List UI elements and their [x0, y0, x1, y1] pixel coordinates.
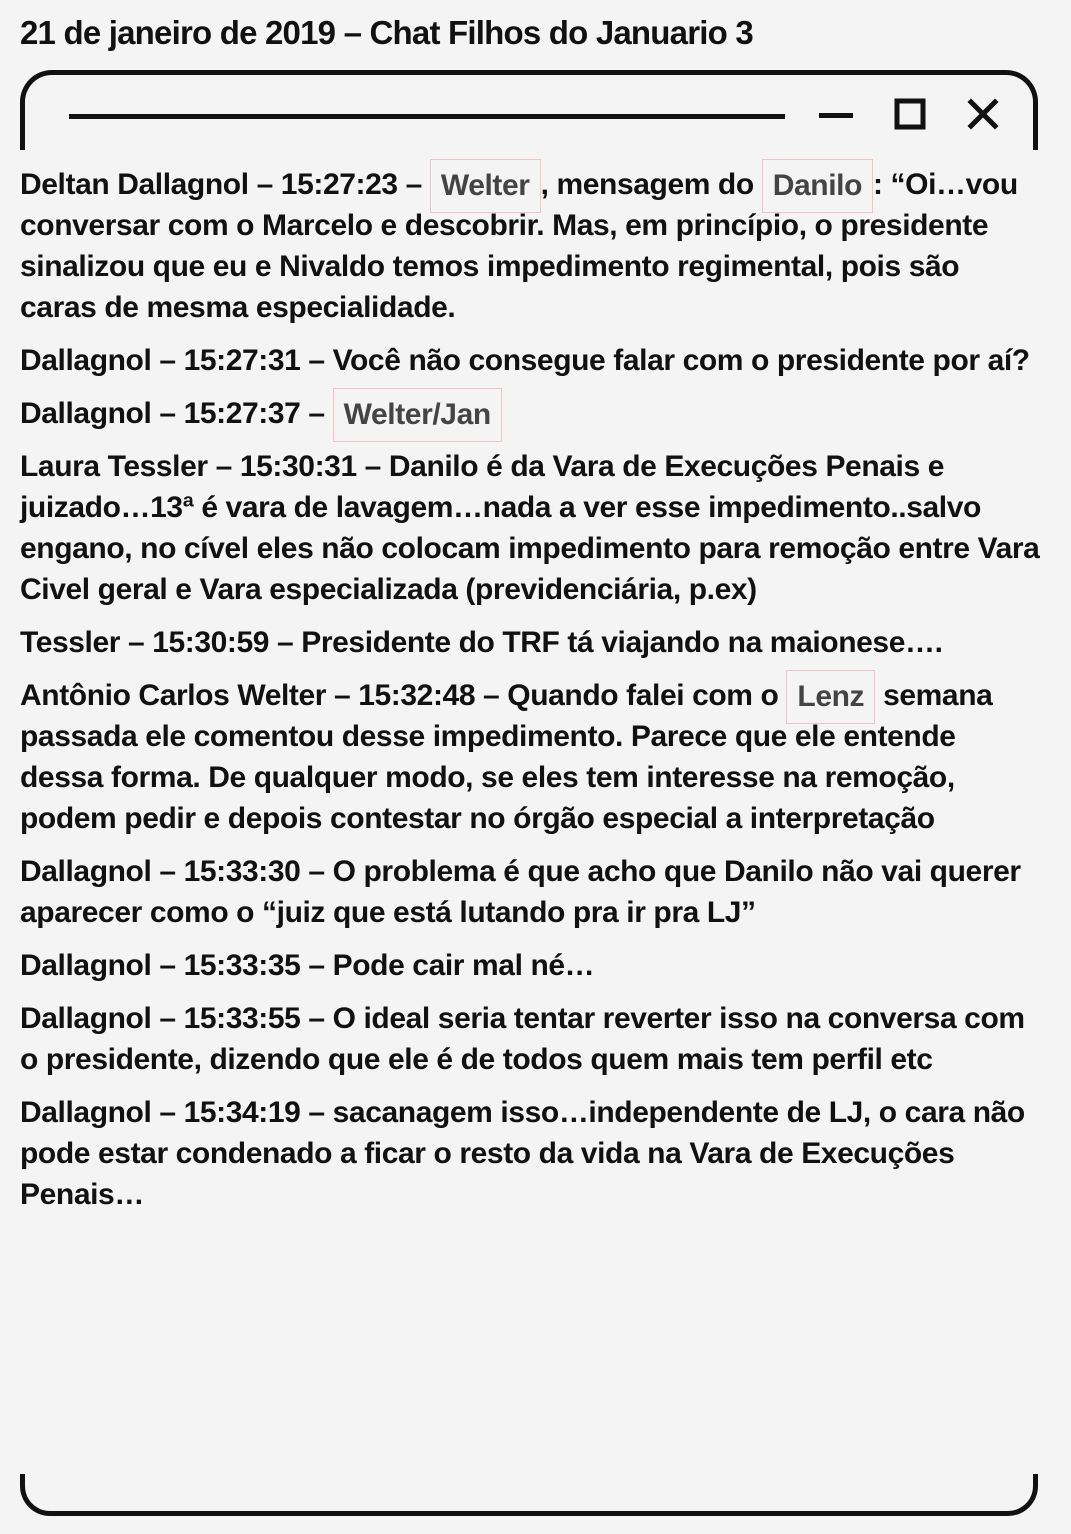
separator: – [300, 949, 333, 983]
separator: – [248, 168, 281, 201]
separator: – [151, 344, 184, 378]
message-text: sacanagem isso…independente de LJ, o cara não pode estar condenado a ficar o resto da vida na Vara de Execuções Penais… [20, 1096, 1025, 1212]
redacted-name: Welter/Jan [333, 388, 502, 442]
message-text: Presidente do TRF tá viajando na maionese…. [301, 626, 943, 660]
message-text: O ideal seria tentar reverter isso na conversa com o presidente, dizendo que ele é de todos quem mais tem perfil etc [20, 1002, 1025, 1077]
message-timestamp: 15:32:48 [358, 679, 476, 713]
chat-message [20, 1092, 1040, 1215]
page-title: 21 de janeiro de 2019 – Chat Filhos do Januario 3 [20, 14, 753, 51]
message-sender: Laura Tessler [20, 450, 208, 484]
separator: – [300, 1096, 333, 1130]
separator: – [207, 450, 240, 484]
chat-message [20, 393, 1040, 434]
message-text: , mensagem do [540, 168, 762, 201]
redacted-name: Lenz [786, 670, 875, 724]
message-text: : “Oi…vou conversar com o Marcelo e descobrir. Mas, em princípio, o presidente sinalizou que eu e Nivaldo temos impedimento regimental, pois são caras de mesma especialidade. [20, 168, 1018, 325]
separator: – [151, 855, 184, 889]
message-timestamp: 15:33:55 [183, 1002, 301, 1036]
message-text: Pode cair mal né… [332, 949, 595, 983]
message-timestamp: 15:27:37 [183, 397, 301, 431]
message-sender: Antônio Carlos Welter [20, 679, 327, 713]
separator: – [269, 626, 302, 660]
window-bottom-frame [20, 1474, 1038, 1516]
title-bar-line [69, 114, 785, 119]
message-sender: Dallagnol [20, 1096, 152, 1130]
separator: – [300, 344, 333, 378]
message-text: semana passada ele comentou desse impedimento. Parece que ele entende dessa forma. De qualquer modo, se eles tem interesse na remoção, podem pedir e depois contestar no órgão especial a interpretação [20, 679, 993, 836]
window-title-bar [20, 70, 1038, 150]
maximize-icon[interactable] [891, 89, 931, 141]
redacted-name: Danilo [762, 159, 873, 213]
chat-message [20, 998, 1040, 1080]
separator: – [151, 1002, 184, 1036]
message-sender: Dallagnol [20, 855, 152, 889]
separator: – [326, 679, 359, 713]
chat-message [20, 622, 1040, 663]
separator: – [151, 397, 184, 431]
message-text: O problema é que acho que Danilo não vai querer aparecer como o “juiz que está lutando pra ir pra LJ” [20, 855, 1021, 930]
separator: – [120, 626, 153, 660]
separator: – [356, 450, 389, 484]
chat-message [20, 164, 1040, 328]
chat-message [20, 675, 1040, 839]
message-timestamp: 15:34:19 [183, 1096, 301, 1130]
message-sender: Tessler [20, 626, 121, 660]
chat-message [20, 446, 1040, 610]
separator: – [300, 1002, 333, 1036]
separator: – [300, 855, 333, 889]
chat-message [20, 340, 1040, 381]
message-timestamp: 15:33:30 [183, 855, 301, 889]
redacted-name: Welter [430, 159, 541, 213]
message-sender: Dallagnol [20, 1002, 152, 1036]
separator: – [151, 949, 184, 983]
message-text: Você não consegue falar com o presidente por aí? [332, 344, 1030, 378]
separator: – [475, 679, 508, 713]
message-text: Danilo é da Vara de Execuções Penais e juizado…13ª é vara de lavagem…nada a ver esse impedimento..salvo engano, no cível eles não colocam impedimento para remoção entre Vara Civel geral e Vara especializada (previdenciária, p.ex) [20, 450, 1040, 607]
message-sender: Dallagnol [20, 344, 152, 378]
separator: – [151, 1096, 184, 1130]
chat-message [20, 851, 1040, 933]
separator: – [300, 397, 333, 431]
message-sender: Deltan Dallagnol [20, 168, 249, 201]
message-sender: Dallagnol [20, 397, 152, 431]
message-sender: Dallagnol [20, 949, 152, 983]
chat-log [20, 164, 1040, 1227]
chat-message [20, 945, 1040, 986]
message-timestamp: 15:30:59 [152, 626, 270, 660]
separator: – [397, 168, 430, 201]
message-timestamp: 15:33:35 [183, 949, 301, 983]
close-icon[interactable] [963, 89, 1003, 141]
message-timestamp: 15:27:31 [183, 344, 301, 378]
minimize-icon[interactable] [815, 89, 857, 141]
message-timestamp: 15:30:31 [239, 450, 357, 484]
message-timestamp: 15:27:23 [280, 168, 398, 201]
message-text: Quando falei com o [507, 679, 787, 713]
